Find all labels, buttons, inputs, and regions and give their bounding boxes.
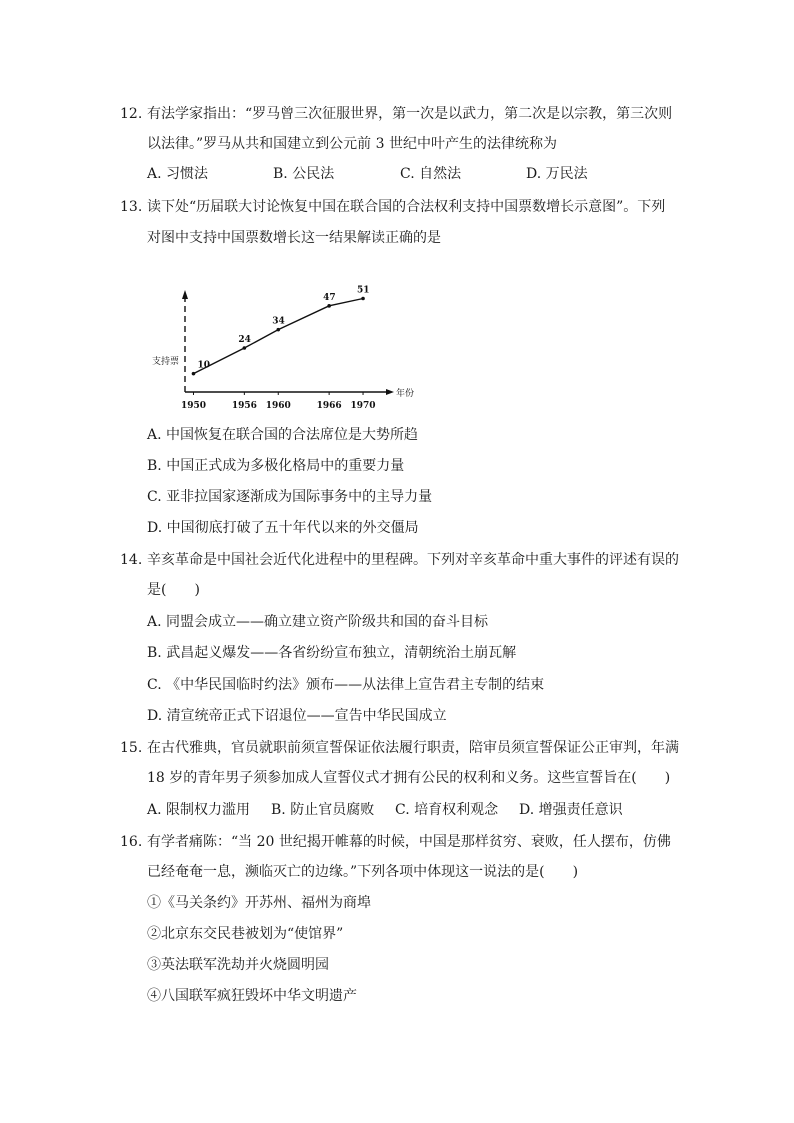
question-16-item-3: ③英法联军洗劫并火烧圆明园 xyxy=(147,957,329,973)
data-label: 10 xyxy=(197,360,211,371)
question-14-option-d[interactable]: D. 清宣统帝正式下诏退位——宣告中华民国成立 xyxy=(147,708,447,724)
question-15-option-a[interactable]: A. 限制权力滥用 xyxy=(147,802,251,818)
x-tick-label: 1956 xyxy=(231,401,257,411)
data-label: 24 xyxy=(238,335,251,345)
x-tick-label: 1960 xyxy=(265,401,291,411)
question-13-option-b[interactable]: B. 中国正式成为多极化格局中的重要力量 xyxy=(147,458,405,474)
question-14-stem-line-2: 是( ) xyxy=(147,582,200,598)
data-point xyxy=(243,346,247,350)
data-label: 47 xyxy=(323,292,336,303)
x-tick-label: 1950 xyxy=(180,401,207,411)
data-point xyxy=(361,297,365,301)
y-axis-label: 支持票 xyxy=(152,357,180,367)
question-15-option-d[interactable]: D. 增强责任意识 xyxy=(519,802,623,818)
question-12-option-b[interactable]: B. 公民法 xyxy=(273,166,335,182)
question-13-option-d[interactable]: D. 中国彻底打破了五十年代以来的外交僵局 xyxy=(147,520,419,536)
question-13-option-a[interactable]: A. 中国恢复在联合国的合法席位是大势所趋 xyxy=(147,427,419,443)
question-14-option-a[interactable]: A. 同盟会成立——确立建立资产阶级共和国的奋斗目标 xyxy=(147,614,489,630)
data-label: 34 xyxy=(272,316,285,327)
question-16-item-2: ②北京东交民巷被划为“使馆界” xyxy=(147,926,344,942)
x-tick-label: 1966 xyxy=(316,401,342,411)
question-16-stem-line-2: 已经奄奄一息，濒临灭亡的边缘。”下列各项中体现这一说法的是( ) xyxy=(147,864,579,880)
question-14-stem-line-1: 辛亥革命是中国社会近代化进程中的里程碑。下列对辛亥革命中重大事件的评述有误的 xyxy=(147,552,679,568)
question-12-stem-line-1: 有法学家指出：“罗马曾三次征服世界，第一次是以武力，第二次是以宗教，第三次则 xyxy=(147,106,673,122)
question-16-item-1: ①《马关条约》开苏州、福州为商埠 xyxy=(147,895,371,911)
question-12-option-a[interactable]: A. 习惯法 xyxy=(147,166,209,182)
x-axis-arrow xyxy=(386,389,394,395)
question-15-options xyxy=(147,800,667,820)
question-14-option-c[interactable]: C. 《中华民国临时约法》颁布——从法律上宣告君主专制的结束 xyxy=(147,677,545,693)
data-point xyxy=(192,372,196,376)
question-13-number: 13. xyxy=(120,199,143,215)
question-15-option-c[interactable]: C. 培育权利观念 xyxy=(395,802,499,818)
data-point xyxy=(327,304,331,308)
question-16-stem-line-1: 有学者痛陈：“当 20 世纪揭开帷幕的时候，中国是那样贫穷、衰败，任人摆布，仿佛 xyxy=(147,834,671,850)
question-12-options xyxy=(147,164,647,184)
data-label: 51 xyxy=(357,285,370,296)
x-axis-label: 年份 xyxy=(396,389,415,399)
question-14-option-b[interactable]: B. 武昌起义爆发——各省纷纷宣布独立，清朝统治土崩瓦解 xyxy=(147,645,517,661)
data-point xyxy=(276,328,280,332)
question-16-number: 16. xyxy=(120,834,143,850)
question-15-option-b[interactable]: B. 防止官员腐败 xyxy=(271,802,375,818)
question-13-option-c[interactable]: C. 亚非拉国家逐渐成为国际事务中的主导力量 xyxy=(147,489,433,505)
question-15-number: 15. xyxy=(120,740,143,756)
series-line xyxy=(193,299,363,374)
question-12-option-c[interactable]: C. 自然法 xyxy=(400,166,462,182)
question-13-stem-line-1: 读下处“历届联大讨论恢复中国在联合国的合法权利支持中国票数增长示意图”。下列 xyxy=(147,199,666,215)
question-15-stem-line-2: 18 岁的青年男子须参加成人宣誓仪式才拥有公民的权利和义务。这些宣誓旨在( ) xyxy=(147,770,671,786)
y-axis-arrow xyxy=(182,290,188,299)
question-15-stem-line-1: 在古代雅典，官员就职前须宣誓保证依法履行职责，陪审员须宣誓保证公正审判，年满 xyxy=(147,740,679,756)
question-12-stem-line-2: 以法律。”罗马从共和国建立到公元前 3 世纪中叶产生的法律统称为 xyxy=(147,136,557,152)
x-tick-label: 1970 xyxy=(350,401,376,411)
question-12-number: 12. xyxy=(120,106,143,122)
question-14-number: 14. xyxy=(120,552,143,568)
question-16-item-4: ④八国联军疯狂毁坏中华文明遗产 xyxy=(147,988,357,1004)
question-13-stem-line-2: 对图中支持中国票数增长这一结果解读正确的是 xyxy=(147,230,441,246)
support-votes-line-chart xyxy=(150,280,415,415)
question-12-option-d[interactable]: D. 万民法 xyxy=(526,166,588,182)
